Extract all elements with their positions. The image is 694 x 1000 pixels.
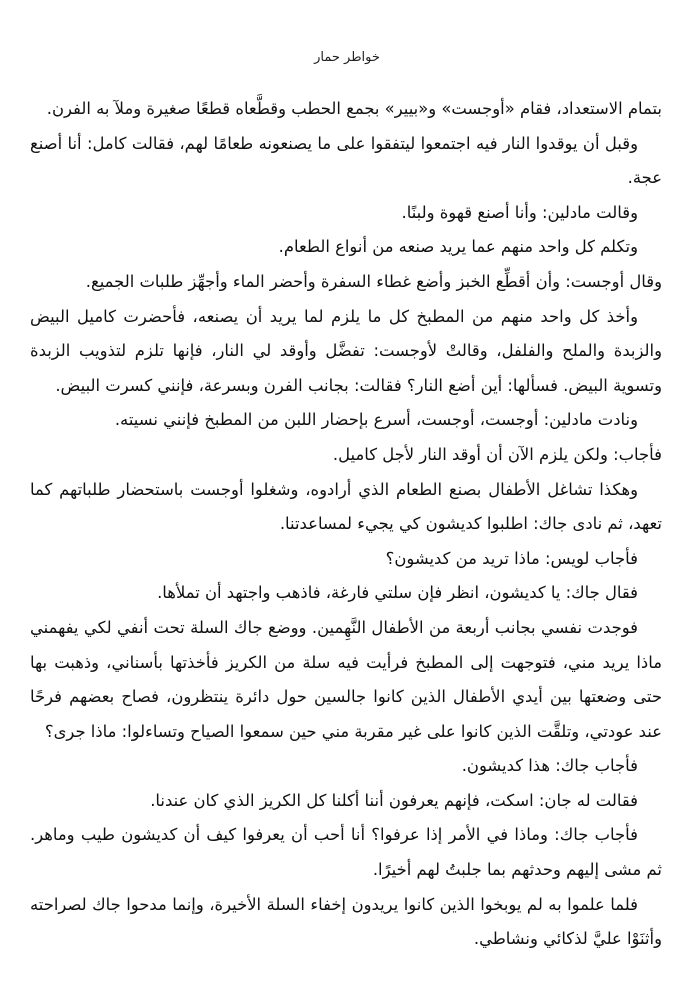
paragraph: وقبل أن يوقدوا النار فيه اجتمعوا ليتفقوا على ما يصنعونه طعامًا لهم، فقالت كامل: أنا أصنع عجة.	[30, 133, 662, 188]
paragraph: وهكذا تشاغل الأطفال بصنع الطعام الذي أرادوه، وشغلوا أوجست باستحضار طلباتهم كما تعهد، ثم نادى جاك: اطلبوا كديشون كي يجيء لمساعدتنا.	[30, 479, 662, 534]
paragraph: وقالت مادلين: وأنا أصنع قهوة ولبنًا.	[401, 202, 638, 222]
paragraph: فقال جاك: يا كديشون، انظر فإن سلتي فارغة، فاذهب واجتهد أن تملأها.	[157, 583, 638, 603]
running-header: خواطر حمار	[314, 50, 380, 65]
paragraph: بتمام الاستعداد، فقام «أوجست» و«بيير» بجمع الحطب وقطَّعاه قطعًا صغيرة وملآ به الفرن.	[46, 99, 662, 118]
paragraph: فلما علموا به لم يوبخوا الذين كانوا يريدون إخفاء السلة الأخيرة، وإنما مدحوا جاك لصراحته وأثنَوْا عليَّ لذكائي ونشاطي.	[30, 894, 662, 949]
paragraph: ونادت مادلين: أوجست، أوجست، أسرع بإحضار اللبن من المطبخ فإنني نسيته.	[114, 410, 638, 430]
body-text	[30, 92, 662, 957]
paragraph: وقال أوجست: وأن أقطِّع الخبز وأضع غطاء السفرة وأحضر الماء وأجهِّز طلبات الجميع.	[85, 271, 662, 291]
paragraph: وتكلم كل واحد منهم عما يريد صنعه من أنواع الطعام.	[278, 237, 638, 257]
paragraph: فوجدت نفسي بجانب أربعة من الأطفال النَّهِمين. ووضع جاك السلة تحت أنفي لكي يفهمني ماذا يريد مني، فتوجهت إلى المطبخ فرأيت فيه سلة من الكريز فأخذتها بأسناني، وذهبت بها حتى وضعتها بين أيدي الأطفال الذين كانوا جالسين حول دائرة ينتظرون، فصاح بعضهم فرحًا عند عودتي، وتلقَّت الذين كانوا على غير مقربة مني حين سمعوا الصياح وتساءلوا: ماذا جرى؟	[30, 617, 662, 741]
paragraph: فقالت له جان: اسكت، فإنهم يعرفون أننا أكلنا كل الكريز الذي كان عندنا.	[150, 790, 638, 810]
paragraph: فأجاب جاك: هذا كديشون.	[461, 756, 638, 776]
paragraph: وأخذ كل واحد منهم من المطبخ كل ما يلزم لما يريد أن يصنعه، فأحضرت كاميل البيض والزبدة والملح والفلفل، وقالتْ لأوجست: تفضَّل وأوقد لي النار، فإنها تلزم لتذويب الزبدة وتسوية البيض. فسألها: أين أضع النار؟ فقالت: بجانب الفرن وبسرعة، فإنني كسرت البيض.	[30, 306, 662, 395]
paragraph: فأجاب جاك: وماذا في الأمر إذا عرفوا؟ أنا أحب أن يعرفوا كيف أن كديشون طيب وماهر. ثم مشى إليهم وحدثهم بما جلبتُ لهم أخيرًا.	[30, 825, 662, 880]
paragraph: فأجاب: ولكن يلزم الآن أن أوقد النار لأجل كاميل.	[332, 444, 662, 464]
paragraph: فأجاب لويس: ماذا تريد من كديشون؟	[385, 548, 638, 568]
